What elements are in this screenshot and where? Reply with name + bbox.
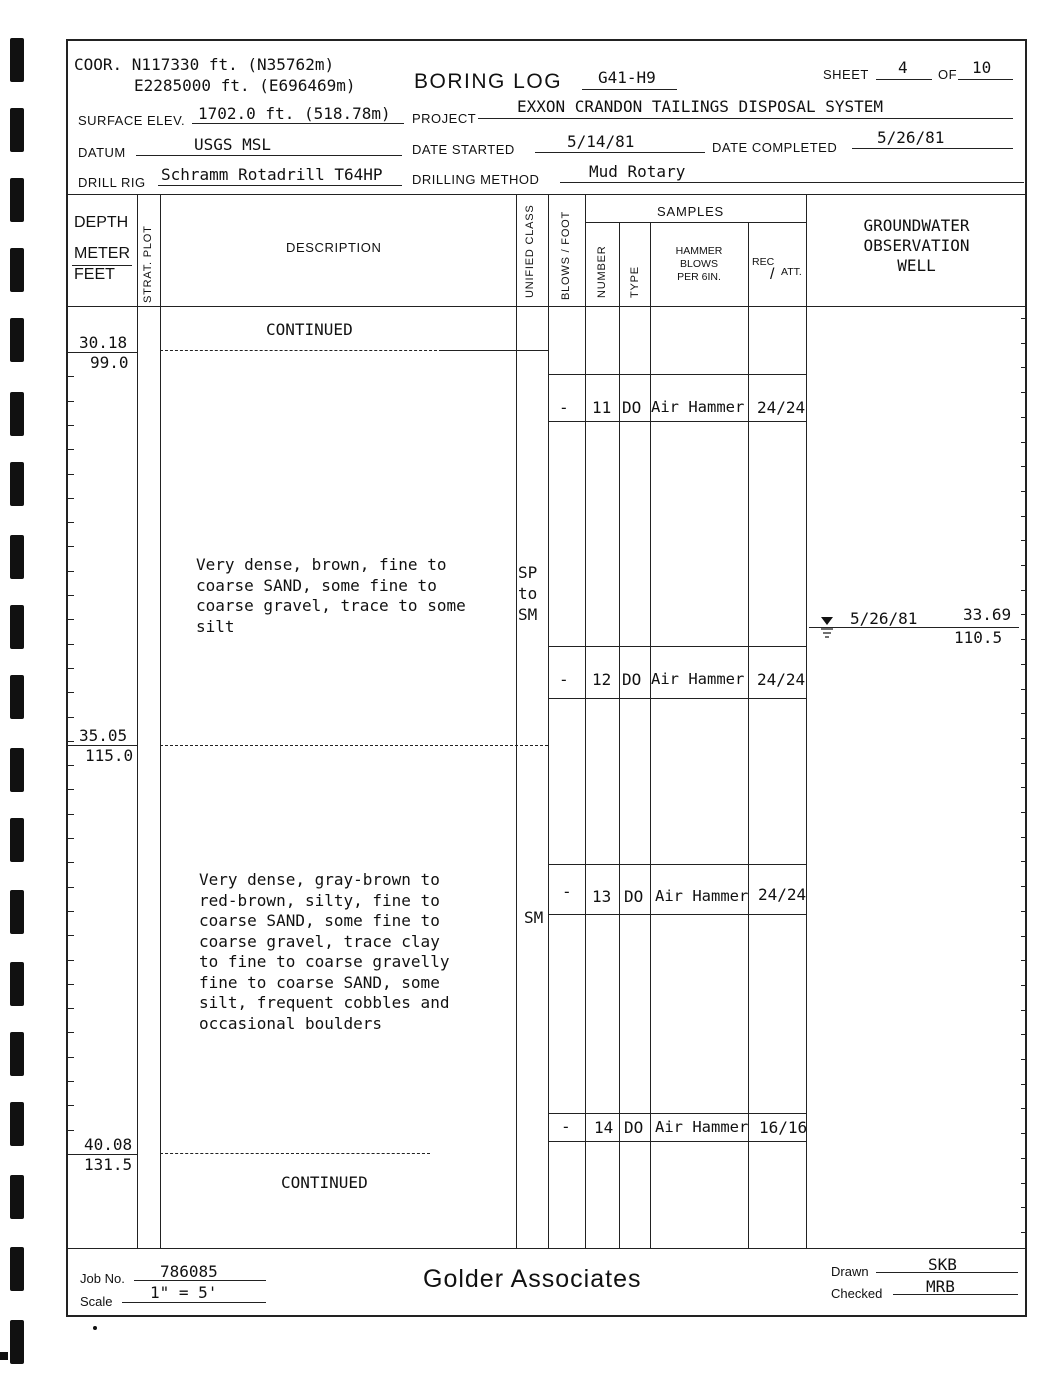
depth-tick: [66, 692, 74, 693]
boring-id: G41-H9: [598, 68, 656, 87]
drill-rig-value: Schramm Rotadrill T64HP: [161, 165, 383, 184]
sheet-total: 10: [972, 58, 992, 77]
depth-tick: [66, 717, 74, 718]
depth-meter: 35.05: [79, 726, 128, 745]
sample-number: 13: [592, 887, 612, 906]
checked-value: MRB: [926, 1277, 955, 1296]
of-label: OF: [938, 67, 958, 82]
depth-tick: [66, 522, 74, 523]
binder-hole: [10, 962, 24, 1006]
depth-tick: [66, 789, 74, 790]
drilling-method-label: DRILLING METHOD: [412, 172, 540, 187]
binder-hole: [10, 318, 24, 362]
binder-hole: [10, 178, 24, 222]
depth-tick: [66, 1057, 74, 1058]
drill-rig-label: DRILL RIG: [78, 175, 146, 190]
sample-hammer: Air Hammer: [651, 670, 745, 688]
date-completed-label: DATE COMPLETED: [712, 140, 838, 155]
well-scale-tick: [1021, 343, 1027, 344]
well-scale-tick: [1021, 540, 1027, 541]
well-scale-tick: [1021, 936, 1027, 937]
scale-label: Scale: [80, 1294, 113, 1309]
col-unified-class: UNIFIED CLASS: [524, 204, 536, 298]
sample-type: DO: [624, 887, 644, 906]
binder-hole: [10, 462, 24, 506]
depth-tick: [66, 862, 74, 863]
well-scale-tick: [1021, 763, 1027, 764]
col-groundwater: GROUNDWATER OBSERVATION WELL: [863, 216, 970, 275]
col-rec: REC: [752, 256, 775, 268]
col-depth: DEPTH: [74, 214, 129, 231]
sample-type: DO: [624, 1118, 644, 1137]
well-scale-tick: [1021, 837, 1027, 838]
binder-hole: [10, 1320, 24, 1364]
binder-hole: [10, 108, 24, 152]
depth-tick: [66, 376, 74, 377]
surface-elev-label: SURFACE ELEV.: [78, 113, 186, 128]
depth-tick: [66, 474, 74, 475]
depth-tick: [66, 595, 74, 596]
form-title: BORING LOG: [414, 70, 563, 93]
well-scale-tick: [1021, 466, 1027, 467]
binder-hole: [10, 890, 24, 934]
well-scale-tick: [1021, 713, 1027, 714]
well-scale-tick: [1021, 614, 1027, 615]
well-scale-tick: [1021, 516, 1027, 517]
sample-blows: -: [562, 882, 572, 901]
coordinates-east: E2285000 ft. (E696469m): [134, 76, 356, 95]
well-scale-tick: [1021, 1232, 1027, 1233]
depth-tick: [66, 401, 74, 402]
well-scale-tick: [1021, 1158, 1027, 1159]
sample-hammer: Air Hammer: [651, 398, 745, 416]
well-scale-tick: [1021, 1183, 1027, 1184]
well-scale-tick: [1021, 367, 1027, 368]
binder-hole: [10, 248, 24, 292]
well-scale-tick: [1021, 911, 1027, 912]
depth-feet: 115.0: [85, 746, 134, 765]
well-scale-tick: [1021, 417, 1027, 418]
binder-hole: [10, 605, 24, 649]
sample-rec-att: 16/16: [759, 1118, 808, 1137]
job-no-value: 786085: [160, 1262, 218, 1281]
date-completed-value: 5/26/81: [877, 128, 945, 147]
binder-hole: [10, 748, 24, 792]
depth-feet: 131.5: [84, 1155, 133, 1174]
depth-tick: [66, 449, 74, 450]
depth-tick: [66, 935, 74, 936]
checked-label: Checked: [831, 1286, 883, 1301]
well-scale-tick: [1021, 1108, 1027, 1109]
sample-blows: -: [559, 670, 569, 689]
binder-hole: [10, 675, 24, 719]
col-number: NUMBER: [596, 245, 608, 298]
sample-rec-att: 24/24: [757, 398, 806, 417]
sample-type: DO: [622, 670, 642, 689]
depth-feet: 99.0: [90, 353, 129, 372]
continued-top: CONTINUED: [266, 320, 353, 339]
col-samples: SAMPLES: [657, 204, 725, 219]
drilling-method-value: Mud Rotary: [589, 162, 686, 181]
sample-blows: -: [559, 398, 569, 417]
well-scale-tick: [1021, 861, 1027, 862]
sample-rec-att: 24/24: [757, 670, 806, 689]
groundwater-date: 5/26/81: [850, 609, 918, 628]
coordinates-north: COOR. N117330 ft. (N35762m): [74, 55, 335, 74]
col-description: DESCRIPTION: [286, 240, 382, 255]
drawn-value: SKB: [928, 1255, 957, 1274]
binder-hole: [10, 1247, 24, 1291]
depth-tick: [66, 911, 74, 912]
well-scale-tick: [1021, 639, 1027, 640]
stratum-unified-class: SM: [524, 908, 544, 927]
sample-number: 11: [592, 398, 612, 417]
project-label: PROJECT: [412, 111, 477, 126]
well-scale-tick: [1021, 985, 1027, 986]
well-scale-tick: [1021, 1084, 1027, 1085]
col-type: TYPE: [629, 266, 641, 298]
job-no-label: Job No.: [80, 1271, 125, 1286]
depth-tick: [66, 1130, 74, 1131]
well-scale-tick: [1021, 689, 1027, 690]
water-level-icon: [818, 614, 836, 642]
binder-hole: [10, 1102, 24, 1146]
depth-tick: [66, 741, 74, 742]
depth-tick: [66, 668, 74, 669]
groundwater-feet: 110.5: [954, 628, 1003, 647]
binder-hole: [10, 392, 24, 436]
continued-bottom: CONTINUED: [281, 1173, 368, 1192]
well-scale-tick: [1021, 392, 1027, 393]
sheet-number: 4: [898, 58, 908, 77]
depth-tick: [66, 619, 74, 620]
company-name: Golder Associates: [423, 1265, 642, 1293]
well-scale-tick: [1021, 664, 1027, 665]
date-started-value: 5/14/81: [567, 132, 635, 151]
depth-tick: [66, 765, 74, 766]
well-scale-tick: [1021, 1059, 1027, 1060]
depth-tick: [66, 1008, 74, 1009]
col-meter: METER: [74, 245, 130, 262]
depth-tick: [66, 644, 74, 645]
well-scale-tick: [1021, 442, 1027, 443]
datum-value: USGS MSL: [194, 135, 272, 154]
project-value: EXXON CRANDON TAILINGS DISPOSAL SYSTEM: [517, 97, 884, 116]
sheet-label: SHEET: [823, 67, 869, 82]
date-started-label: DATE STARTED: [412, 142, 515, 157]
well-scale-tick: [1021, 491, 1027, 492]
depth-tick: [66, 498, 74, 499]
depth-tick: [66, 1081, 74, 1082]
col-blows-foot: BLOWS / FOOT: [560, 210, 572, 300]
well-scale-tick: [1021, 1133, 1027, 1134]
scale-value: 1" = 5': [150, 1283, 218, 1302]
well-scale-tick: [1021, 1010, 1027, 1011]
stratum-description: Very dense, gray-brown to red-brown, silty, fine to coarse SAND, some fine to coarse gravel, trace clay to fine to coarse gravelly fine to coarse SAND, some silt, frequent cobbles and occasional boulders: [199, 870, 450, 1033]
sample-type: DO: [622, 398, 642, 417]
sample-number: 12: [592, 670, 612, 689]
col-strat-plot: STRAT. PLOT: [142, 225, 154, 303]
surface-elev-value: 1702.0 ft. (518.78m): [198, 104, 391, 123]
col-hammer-blows: HAMMER BLOWS PER 6IN.: [675, 245, 723, 283]
well-scale-tick: [1021, 738, 1027, 739]
depth-meter: 40.08: [84, 1135, 133, 1154]
sample-blows: -: [561, 1117, 571, 1136]
sample-rec-att: 24/24: [758, 885, 807, 904]
col-feet: FEET: [74, 266, 115, 283]
col-att: ATT.: [781, 266, 802, 278]
sample-number: 14: [594, 1118, 614, 1137]
well-scale-tick: [1021, 1034, 1027, 1035]
depth-tick: [66, 984, 74, 985]
well-scale-tick: [1021, 787, 1027, 788]
well-scale-tick: [1021, 318, 1027, 319]
depth-tick: [66, 814, 74, 815]
depth-tick: [66, 425, 74, 426]
well-scale-tick: [1021, 565, 1027, 566]
depth-tick: [66, 887, 74, 888]
depth-tick: [66, 1032, 74, 1033]
well-scale-tick: [1021, 590, 1027, 591]
datum-label: DATUM: [78, 145, 126, 160]
binder-hole: [10, 1175, 24, 1219]
groundwater-meter: 33.69: [963, 605, 1012, 624]
well-scale-tick: [1021, 960, 1027, 961]
stratum-unified-class: SP to SM: [518, 563, 538, 624]
depth-tick: [66, 838, 74, 839]
binder-hole: [10, 1032, 24, 1076]
binder-hole: [10, 818, 24, 862]
depth-tick: [66, 1105, 74, 1106]
well-scale-tick: [1021, 886, 1027, 887]
binder-hole: [10, 535, 24, 579]
binder-hole: [10, 38, 24, 82]
depth-meter: 30.18: [79, 333, 128, 352]
sample-hammer: Air Hammer: [655, 887, 749, 905]
well-scale-tick: [1021, 1207, 1027, 1208]
sample-hammer: Air Hammer: [655, 1118, 749, 1136]
depth-tick: [66, 960, 74, 961]
depth-tick: [66, 571, 74, 572]
drawn-label: Drawn: [831, 1264, 869, 1279]
stratum-description: Very dense, brown, fine to coarse SAND, some fine to coarse gravel, trace to some silt: [196, 555, 466, 636]
well-scale-tick: [1021, 812, 1027, 813]
depth-tick: [66, 546, 74, 547]
